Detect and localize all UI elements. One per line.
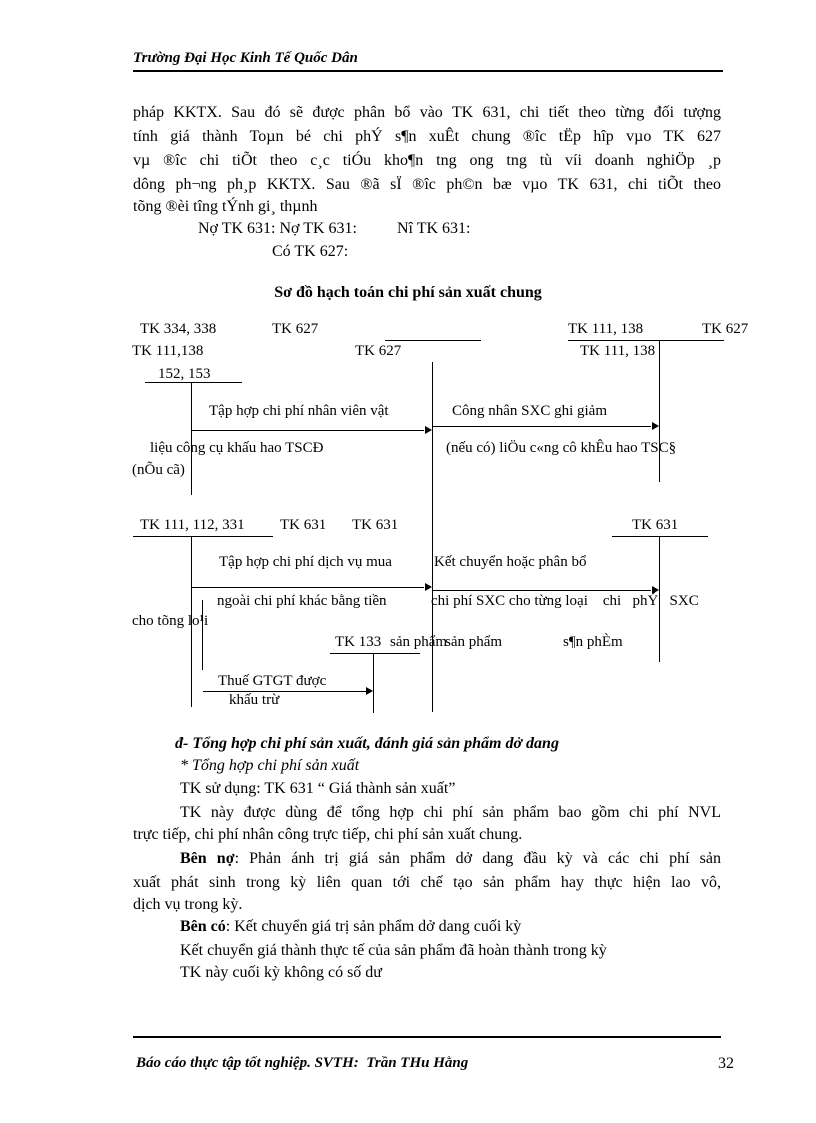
arrow-label-a5: (nÕu cã) (132, 462, 185, 478)
vertical-line-right-1 (659, 340, 660, 482)
debit-side-label: Bên nợ (180, 850, 235, 867)
entry-credit: Có TK 627: (272, 243, 349, 260)
vertical-line-left-1 (191, 383, 192, 495)
account-label-111-b: TK 111,138 (132, 343, 204, 359)
arrow-line-b1 (192, 587, 424, 588)
account-rule-152 (145, 382, 242, 383)
header-rule (133, 70, 723, 72)
section-p3b: xuất phát sinh trong kỳ liên quan tới chế tạo sản phẩm hay thực hiện lao vô, (133, 874, 721, 891)
arrow-label-a4: (nếu có) liÖu c«ng cô khÊu hao TSC§ (446, 440, 677, 456)
arrow-head-a1 (425, 426, 432, 434)
account-rule-627 (385, 340, 481, 341)
arrow-label-b1: Tập hợp chi phí dịch vụ mua (219, 554, 392, 570)
vertical-line-left-3 (202, 600, 203, 670)
section-p2b: trực tiếp, chi phí nhân công trực tiếp, chi phí sản xuất chung. (133, 826, 523, 843)
account-rule-right (568, 340, 724, 341)
account-label-334: TK 334, 338 (140, 321, 217, 337)
arrow-label-b3: ngoài chi phí khác bằng tiền (217, 593, 387, 609)
arrow-line-c1 (203, 691, 366, 692)
section-p6: TK này cuối kỳ không có số dư (180, 964, 382, 981)
entry-debit: Nợ TK 631: Nợ TK 631: Nî TK 631: (198, 220, 471, 237)
account-label-631-c: TK 631 (632, 517, 679, 533)
arrow-head-a2 (652, 422, 659, 430)
account-label-627-c: TK 627 (355, 343, 402, 359)
intro-line-5: tõng ®èi tîng tÝnh gi¸ thµnh (133, 198, 318, 215)
account-label-133: TK 133 (335, 634, 382, 650)
account-rule-111-112 (133, 536, 273, 537)
account-label-631-b: TK 631 (352, 517, 399, 533)
arrow-label-b9: s¶n phÈm (563, 634, 623, 650)
section-subheading: * Tổng hợp chi phí sản xuất (180, 757, 360, 774)
account-rule-133 (330, 653, 420, 654)
page-header-title: Trường Đại Học Kinh Tế Quốc Dân (133, 50, 358, 66)
arrow-label-c2: khấu trừ (229, 692, 280, 708)
section-p2a: TK này được dùng để tổng hợp chi phí sản phẩm bao gồm chi phí NVL (180, 804, 721, 821)
diagram-title: Sơ đồ hạch toán chi phí sản xuất chung (274, 284, 542, 301)
arrow-label-b4: chi phí SXC cho từng loại chi phÝ SXC (431, 593, 699, 609)
account-label-111-a: TK 111, 138 (568, 321, 644, 337)
arrow-label-b8: sản phẩm (445, 634, 503, 650)
arrow-label-b5: cho tõng lo¹i (132, 613, 209, 629)
credit-side-label: Bên có (180, 918, 226, 935)
section-heading: đ- Tổng hợp chi phí sản xuất, đánh giá sản phẩm dở dang (175, 735, 559, 752)
section-p3a-row (180, 850, 721, 868)
account-label-111-c: TK 111, 138 (580, 343, 656, 359)
intro-line-1: pháp KKTX. Sau đó sẽ được phân bổ vào TK 631, chi tiết theo từng đối tượng (133, 104, 721, 121)
arrow-line-a1 (192, 430, 424, 431)
section-p3c: dịch vụ trong kỳ. (133, 896, 243, 913)
account-label-631-a: TK 631 (280, 517, 327, 533)
arrow-head-c1 (366, 687, 373, 695)
section-p3a: : Phản ánh trị giá sản phẩm dở dang đầu kỳ và các chi phí sản (234, 850, 722, 867)
arrow-label-b7: sản phẩm (390, 634, 448, 650)
footer-text: Báo cáo thực tập tốt nghiệp. SVTH: Trần THu Hằng (136, 1055, 469, 1071)
intro-line-4: dông ph¬ng ph¸p KKTX. Sau ®ã sÏ ®îc ph©n bæ vµo TK 631, chi tiÕt theo (133, 176, 721, 193)
arrow-label-a3: liệu công cụ khấu hao TSCĐ (150, 440, 324, 456)
section-p1: TK sử dụng: TK 631 “ Giá thành sản xuất” (180, 780, 456, 797)
arrow-label-a2: Công nhân SXC ghi giảm (452, 403, 608, 419)
footer-rule (133, 1036, 721, 1038)
account-rule-631 (612, 536, 708, 537)
account-label-627-b: TK 627 (702, 321, 749, 337)
section-p5: Kết chuyển giá thành thực tế của sản phẩm đã hoàn thành trong kỳ (180, 942, 607, 959)
arrow-line-a2 (433, 426, 651, 427)
account-label-111-112-331: TK 111, 112, 331 (140, 517, 245, 533)
arrow-line-b2 (433, 590, 651, 591)
account-label-152: 152, 153 (158, 366, 211, 382)
arrow-label-b2: Kết chuyển hoặc phân bổ (434, 554, 587, 570)
page-number: 32 (718, 1055, 734, 1072)
vertical-line-center (432, 362, 433, 712)
vertical-line-133 (373, 653, 374, 713)
section-p4a: : Kết chuyển giá trị sản phẩm dở dang cuối kỳ (225, 918, 522, 935)
arrow-head-b1 (425, 583, 432, 591)
intro-line-2: tính giá thành Toµn bé chi phÝ s¶n xuÊt chung ®îc tËp hîp vµo TK 627 (133, 128, 721, 145)
intro-line-3: vµ ®îc chi tiÕt theo c¸c tiÓu kho¶n tng ong tng tù víi doanh nghiÖp ¸p (133, 152, 721, 169)
section-p4a-row (180, 918, 521, 936)
arrow-label-c1: Thuế GTGT được (218, 673, 327, 689)
arrow-label-a1: Tập hợp chi phí nhân viên vật (209, 403, 389, 419)
account-label-627-a: TK 627 (272, 321, 319, 337)
